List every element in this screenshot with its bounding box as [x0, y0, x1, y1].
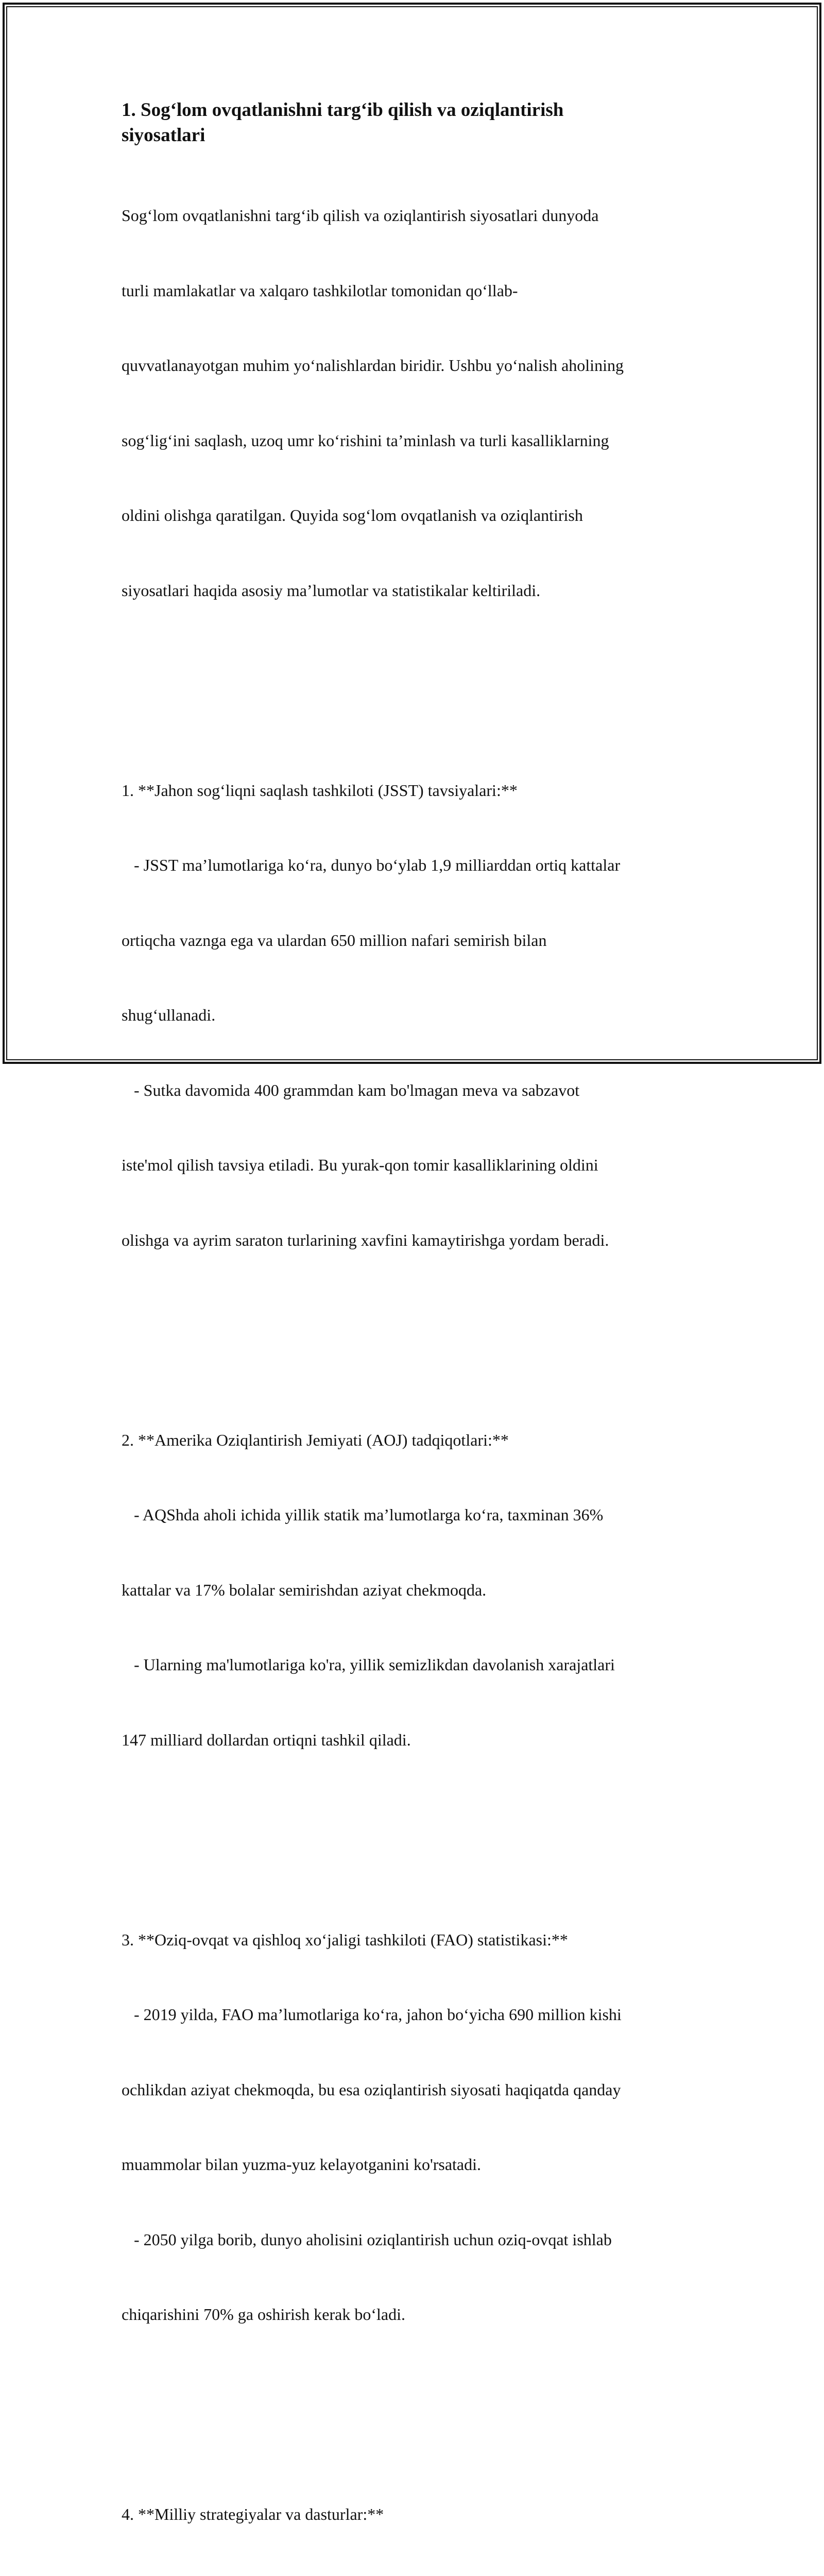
intro-line: siyosatlari haqida asosiy ma’lumotlar va statistikalar keltiriladi. — [122, 581, 541, 600]
document-body — [122, 96, 703, 2576]
section-line: - JSST ma’lumotlariga ko‘ra, dunyo bo‘ylab 1,9 milliarddan ortiq kattalar — [122, 856, 621, 874]
section-heading: 3. **Oziq-ovqat va qishloq xo‘jaligi tashkiloti (FAO) statistikasi:** — [122, 1930, 568, 1949]
section-line: - AQShda aholi ichida yillik statik ma’lumotlarga ko‘ra, taxminan 36% — [122, 1505, 604, 1524]
section-who — [122, 728, 703, 1378]
title-line: siyosatlari — [122, 124, 205, 146]
section-line: - Ularning ma'lumotlariga ko'ra, yillik semizlikdan davolanish xarajatlari — [122, 1655, 615, 1674]
section-line: - Sutka davomida 400 grammdan kam bo'lmagan meva va sabzavot — [122, 1080, 580, 1099]
intro-line: turli mamlakatlar va xalqaro tashkilotlar tomonidan qo‘llab- — [122, 281, 518, 300]
paragraph-gap — [122, 653, 703, 678]
section-line: - 2050 yilga borib, dunyo aholisini oziqlantirish uchun oziq-ovqat ishlab — [122, 2230, 612, 2249]
intro-line: quvvatlanayotgan muhim yo‘nalishlardan biridir. Ushbu yo‘nalish aholining — [122, 356, 624, 375]
section-heading: 4. **Milliy strategiyalar va dasturlar:** — [122, 2505, 384, 2523]
section-heading: 1. **Jahon sog‘liqni saqlash tashkiloti (JSST) tavsiyalari:** — [122, 781, 518, 800]
intro-paragraph — [122, 153, 703, 728]
intro-line: oldini olishga qaratilgan. Quyida sog‘lom ovqatlanish va oziqlantirish — [122, 506, 583, 524]
section-line: iste'mol qilish tavsiya etiladi. Bu yurak-qon tomir kasalliklarining oldini — [122, 1156, 598, 1174]
section-line: ortiqcha vaznga ega va ulardan 650 million nafari semirish bilan — [122, 930, 547, 950]
section-line: kattalar va 17% bolalar semirishdan aziyat chekmoqda. — [122, 1580, 487, 1599]
section-national-strategies — [122, 2452, 703, 2576]
section-line: olishga va ayrim saraton turlarining xavfini kamaytirishga yordam beradi. — [122, 1230, 609, 1249]
section-line: muammolar bilan yuzma-yuz kelayotganini ko'rsatadi. — [122, 2155, 481, 2174]
paragraph-gap — [122, 1802, 703, 1827]
intro-line: sog‘lig‘ini saqlash, uzoq umr ko‘rishini ta’minlash va turli kasalliklarning — [122, 431, 609, 450]
intro-line: Sog‘lom ovqatlanishni targ‘ib qilish va oziqlantirish siyosatlari dunyoda — [122, 206, 599, 225]
section-line: 147 milliard dollardan ortiqni tashkil qiladi. — [122, 1730, 411, 1749]
paragraph-gap — [122, 1302, 703, 1328]
section-line: ochlikdan aziyat chekmoqda, bu esa oziqlantirish siyosati haqiqatda qanday — [122, 2080, 621, 2099]
paragraph-gap — [122, 2377, 703, 2402]
document-title — [122, 96, 703, 146]
section-line: chiqarishini 70% ga oshirish kerak bo‘ladi. — [122, 2305, 405, 2324]
title-line: 1. Sog‘lom ovqatlanishni targ‘ib qilish va oziqlantirish — [122, 99, 564, 121]
section-fao — [122, 1877, 703, 2452]
section-line: - 2019 yilda, FAO ma’lumotlariga ko‘ra, jahon bo‘yicha 690 million kishi — [122, 2005, 622, 2024]
section-heading: 2. **Amerika Oziqlantirish Jemiyati (AOJ) tadqiqotlari:** — [122, 1430, 509, 1449]
section-aoj — [122, 1378, 703, 1877]
section-line: shug‘ullanadi. — [122, 1006, 216, 1024]
